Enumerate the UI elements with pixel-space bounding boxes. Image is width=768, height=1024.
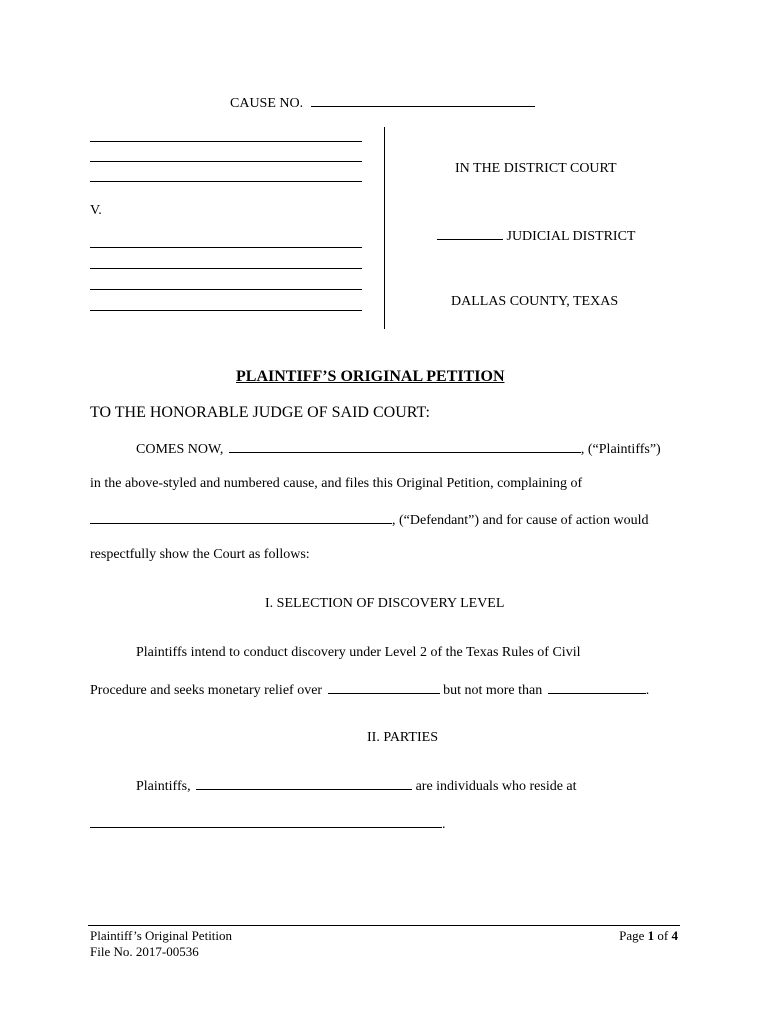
residence-blank [90, 815, 442, 828]
section-1-line-1: Plaintiffs intend to conduct discovery under Level 2 of the Texas Rules of Civil [136, 645, 581, 660]
section-2-heading: II. PARTIES [367, 730, 438, 745]
caption-divider [384, 127, 385, 329]
document-title: PLAINTIFF’S ORIGINAL PETITION [236, 368, 505, 385]
relief-max-text: but not more than [443, 683, 543, 698]
intro-line-2: in the above-styled and numbered cause, and files this Original Petition, complaining of [90, 476, 583, 491]
intro-line-3 [90, 511, 649, 529]
plaintiffs-names-blank [196, 777, 412, 790]
page-current: 1 [647, 928, 655, 943]
defendant-name-blank [90, 511, 392, 524]
defendant-blank-line [90, 289, 362, 290]
county-label: DALLAS COUNTY, TEXAS [451, 294, 619, 309]
plaintiffs-text: Plaintiffs, [136, 779, 191, 794]
page-of: of [657, 928, 669, 943]
defendant-blank-line [90, 247, 362, 248]
versus-label: V. [90, 203, 102, 218]
defendant-blank-line [90, 268, 362, 269]
intro-line-1 [136, 440, 661, 458]
reside-text: are individuals who reside at [415, 779, 577, 794]
court-label: IN THE DISTRICT COURT [455, 161, 617, 176]
cause-number-blank [311, 94, 535, 107]
district-number-blank [437, 227, 503, 240]
district-line [437, 227, 635, 245]
plaintiff-blank-line [90, 161, 362, 162]
cause-number-label: CAUSE NO. [230, 96, 304, 111]
section-1-line-2 [90, 681, 649, 699]
period: . [442, 817, 446, 832]
page-label: Page [619, 928, 645, 943]
period: . [645, 683, 650, 698]
defendant-blank-line [90, 310, 362, 311]
comes-now-text: COMES NOW, [136, 442, 224, 457]
plaintiff-blank-line [90, 141, 362, 142]
relief-max-blank [548, 681, 646, 694]
footer-doc-name: Plaintiff’s Original Petition [90, 928, 233, 943]
footer-page-number [619, 928, 678, 944]
section-1-heading: I. SELECTION OF DISCOVERY LEVEL [265, 596, 505, 611]
section-2-line-1 [136, 777, 577, 795]
cause-number-line [230, 94, 535, 112]
section-2-line-2 [90, 815, 446, 833]
footer-rule [88, 925, 680, 926]
intro-line-4: respectfully show the Court as follows: [90, 547, 310, 562]
relief-over-text: Procedure and seeks monetary relief over [90, 683, 323, 698]
page-total: 4 [671, 928, 678, 943]
salutation: TO THE HONORABLE JUDGE OF SAID COURT: [90, 404, 430, 421]
plaintiffs-name-blank [229, 440, 581, 453]
footer-file-number: File No. 2017-00536 [90, 944, 199, 959]
plaintiff-blank-line [90, 181, 362, 182]
district-label: JUDICIAL DISTRICT [506, 229, 636, 244]
relief-min-blank [328, 681, 440, 694]
defendant-tag: , (“Defendant”) and for cause of action would [392, 513, 649, 528]
plaintiffs-tag: , (“Plaintiffs”) [580, 442, 661, 457]
